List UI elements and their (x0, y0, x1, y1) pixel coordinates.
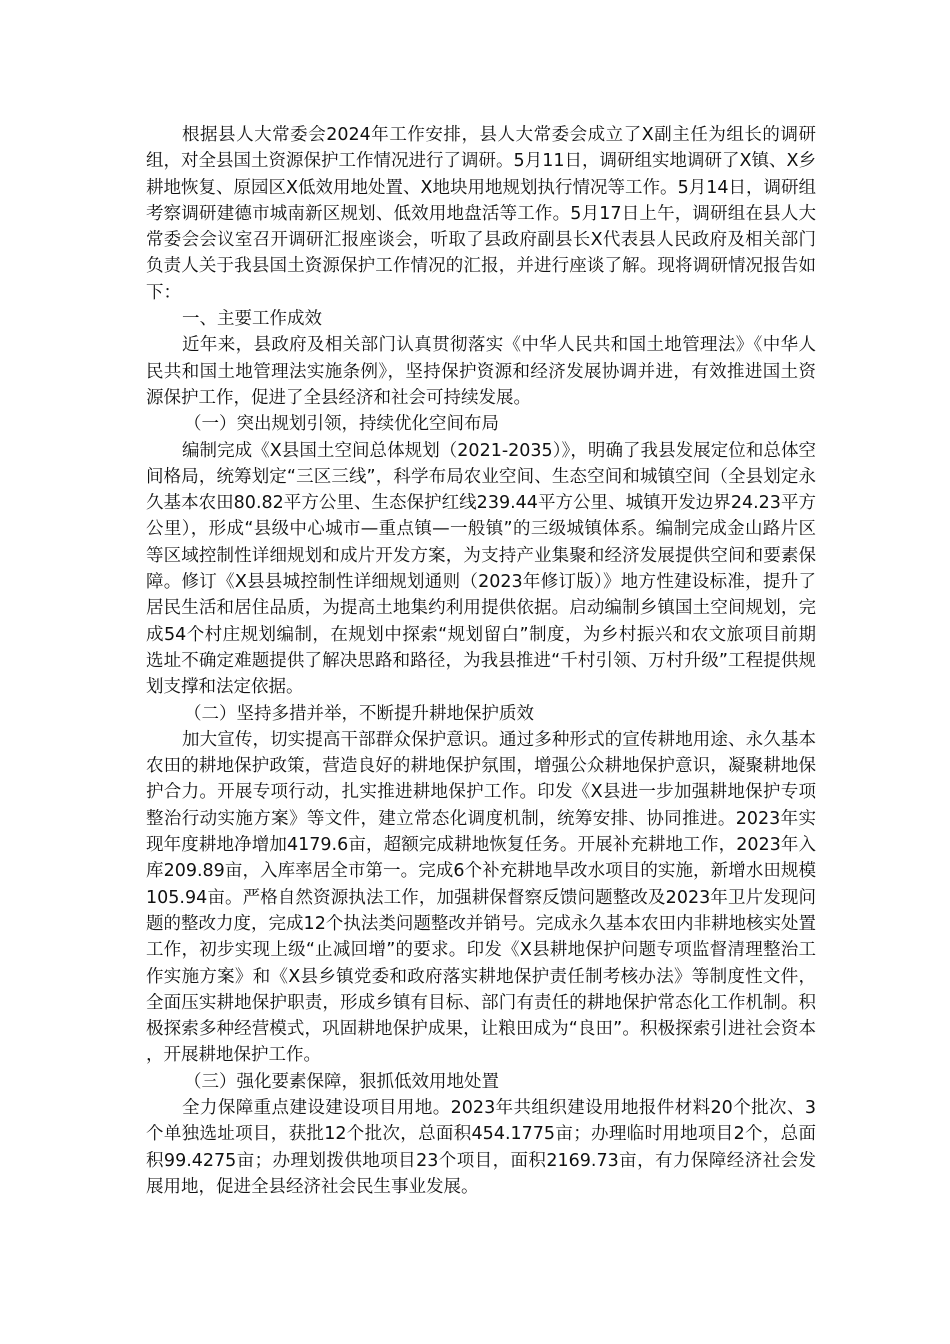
subsection-heading-land-use: （三）强化要素保障，狠抓低效用地处置 (184, 1071, 499, 1092)
section-intro-paragraph: 近年来，县政府及相关部门认真贯彻落实《中华人民共和国土地管理法》《中华人民共和国土地管理法实施条例》，坚持保护资源和经济发展协调并进，有效推进国土资源保护工作，促进了全县经济和社会可持续发展。 (146, 335, 816, 408)
farmland-paragraph: 加大宣传，切实提高干部群众保护意识。通过多种形式的宣传耕地用途、永久基本农田的耕地保护政策，营造良好的耕地保护氛围，增强公众耕地保护意识，凝聚耕地保护合力。开展专项行动，扎实推进耕地保护工作。印发《X县进一步加强耕地保护专项整治行动实施方案》等文件，建立常态化调度机制，统筹安排、协同推进。2023年实现年度耕地净增加4179.6亩，超额完成耕地恢复任务。开展补充耕地工作，2023年入库209.89亩，入库率居全市第一。完成6个补充耕地旱改水项目的实施，新增水田规模105.94亩。严格自然资源执法工作，加强耕保督察反馈问题整改及2023年卫片发现问题的整改力度，完成12个执法类问题整改并销号。完成永久基本农田内非耕地核实处置工作，初步实现上级“止减回增”的要求。印发《X县耕地保护问题专项监督清理整治工作实施方案》和《X县乡镇党委和政府落实耕地保护责任制考核办法》等制度性文件，全面压实耕地保护职责，形成乡镇有目标、部门有责任的耕地保护常态化工作机制。积极探索多种经营模式，巩固耕地保护成果，让粮田成为“良田”。积极探索引进社会资本，开展耕地保护工作。 (146, 729, 816, 1066)
intro-paragraph: 根据县人大常委会2024年工作安排，县人大常委会成立了X副主任为组长的调研组，对全县国土资源保护工作情况进行了调研。5月11日，调研组实地调研了X镇、X乡耕地恢复、原园区X低效用地处置、X地块用地规划执行情况等工作。5月14日，调研组考察调研建德市城南新区规划、低效用地盘活等工作。5月17日上午，调研组在县人大常委会会议室召开调研汇报座谈会，听取了县政府副县长X代表县人民政府及相关部门负责人关于我县国土资源保护工作情况的汇报，并进行座谈了解。现将调研情况报告如下： (146, 125, 816, 303)
planning-paragraph: 编制完成《X县国土空间总体规划（2021-2035）》，明确了我县发展定位和总体空间格局，统筹划定“三区三线”，科学布局农业空间、生态空间和城镇空间（全县划定永久基本农田80.82平方公里、生态保护红线239.44平方公里、城镇开发边界24.23平方公里），形成“县级中心城市—重点镇—一般镇”的三级城镇体系。编制完成金山路片区等区域控制性详细规划和成片开发方案，为支持产业集聚和经济发展提供空间和要素保障。修订《X县县城控制性详细规划通则（2023年修订版）》地方性建设标准，提升了居民生活和居住品质，为提高土地集约利用提供依据。启动编制乡镇国土空间规划，完成54个村庄规划编制，在规划中探索“规划留白”制度，为乡村振兴和农文旅项目前期选址不确定难题提供了解决思路和路径，为我县推进“千村引领、万村升级”工程提供规划支撑和法定依据。 (146, 440, 816, 698)
section-heading-main-achievements: 一、主要工作成效 (182, 309, 322, 330)
subsection-heading-planning: （一）突出规划引领，持续优化空间布局 (184, 414, 499, 435)
land-use-paragraph: 全力保障重点建设建设项目用地。2023年共组织建设用地报件材料20个批次、3个单独选址项目，获批12个批次，总面积454.1775亩；办理临时用地项目2个，总面积99.4275亩；办理划拨供地项目23个项目，面积2169.73亩，有力保障经济社会发展用地，促进全县经济社会民生事业发展。 (146, 1097, 816, 1197)
subsection-heading-farmland: （二）坚持多措并举，不断提升耕地保护质效 (184, 703, 534, 724)
document-page (146, 122, 816, 1200)
